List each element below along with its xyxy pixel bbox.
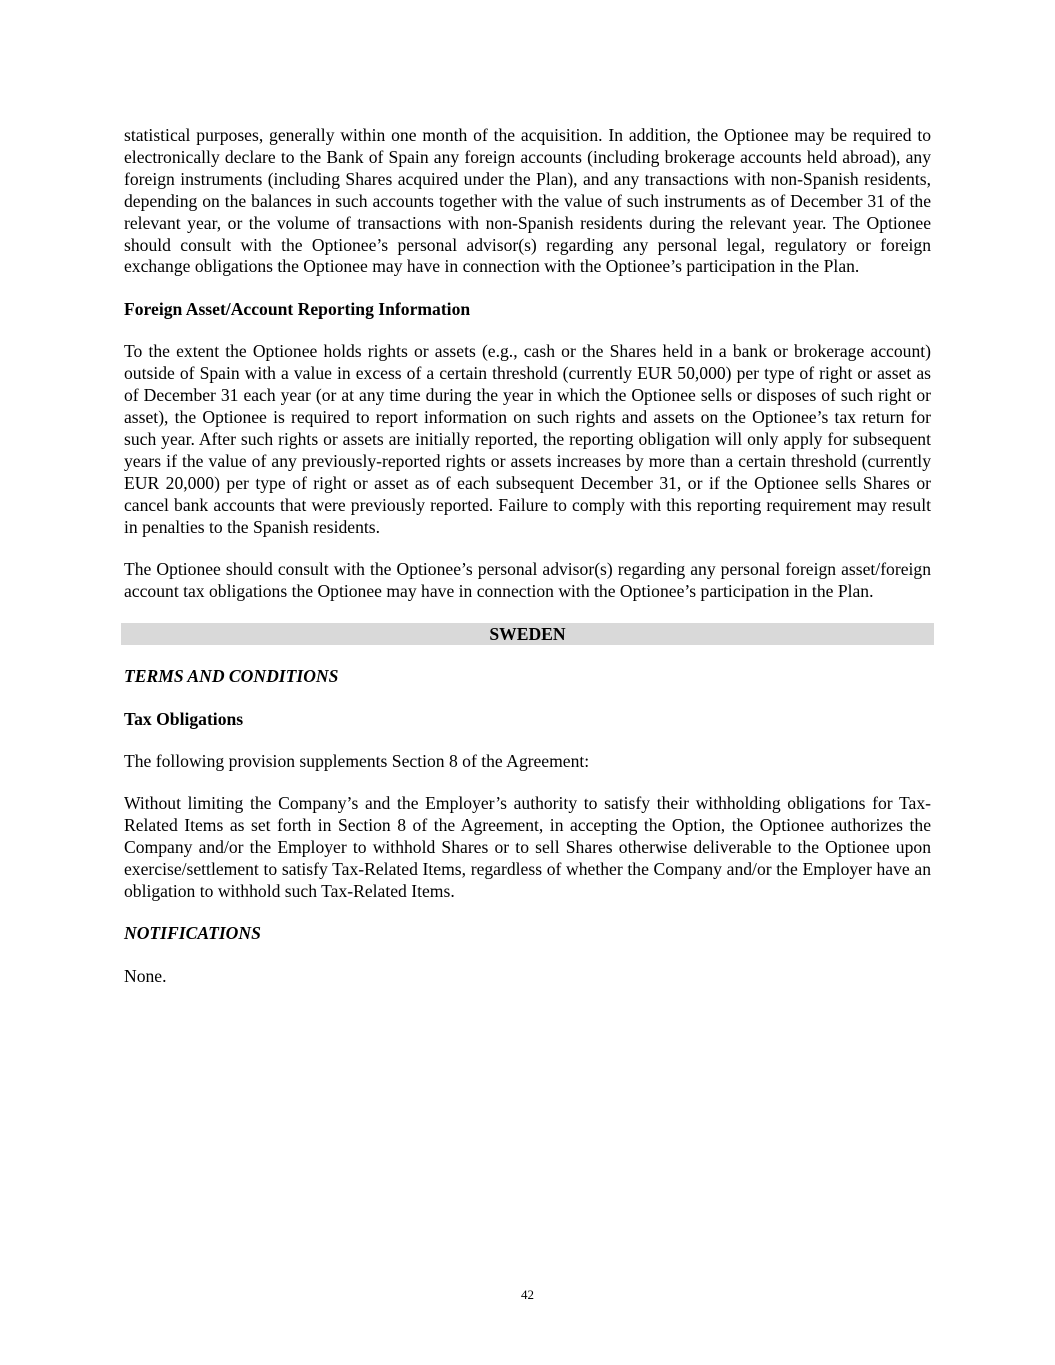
tax-intro-paragraph: The following provision supplements Section 8 of the Agreement: — [124, 751, 590, 772]
page-number: 42 — [521, 1287, 534, 1302]
foreign-asset-paragraph: To the extent the Optionee holds rights or assets (e.g., cash or the Shares held in a bank or brokerage account) outside of Spain with a value in excess of a certain threshold (currently EUR 50,000) per type of right or asset as of December 31 each year (or at any time during the year in which the Optionee sells or disposes of such right or asset), the Optionee is required to report information on such rights and assets on the Optionee’s tax return for such year. After such rights or assets are initially reported, the reporting obligation will only apply for subsequent years if the value of any previously-reported rights or assets increases by more than a certain threshold (currently EUR 20,000) per type of right or asset as of each subsequent December 31, or if the Optionee sells Shares or cancel bank accounts that were previously reported. Failure to comply with this reporting requirement may result in penalties to the Spanish residents. — [124, 341, 931, 537]
consult-advisor-paragraph: The Optionee should consult with the Optionee’s personal advisor(s) regarding any personal foreign asset/foreign account tax obligations the Optionee may have in connection with the Optionee’s participation in the Plan. — [124, 558, 931, 601]
sweden-country-banner: SWEDEN — [121, 623, 934, 645]
tax-body-paragraph: Without limiting the Company’s and the Employer’s authority to satisfy their withholding obligations for Tax-Related Items as set forth in Section 8 of the Agreement, in accepting the Option, the Optionee authorizes the Company and/or the Employer to withhold Shares or to sell Shares otherwise deliverable to the Optionee upon exercise/settlement to satisfy Tax-Related Items, regardless of whether the Company and/or the Employer have an obligation to withhold such Tax-Related Items. — [124, 793, 931, 902]
foreign-asset-heading: Foreign Asset/Account Reporting Information — [124, 298, 471, 319]
spain-continuation-paragraph: statistical purposes, generally within one month of the acquisition. In addition, the Optionee may be required to electronically declare to the Bank of Spain any foreign accounts (including brokerage accounts held abroad), any foreign instruments (including Shares acquired under the Plan), and any transactions with non-Spanish residents, depending on the balances in such accounts together with the value of such instruments as of December 31 of the relevant year, or the volume of transactions with non-Spanish residents during the relevant year. The Optionee should consult with the Optionee’s personal advisor(s) regarding any personal legal, regulatory or foreign exchange obligations the Optionee may have in connection with the Optionee’s participation in the Plan. — [124, 125, 931, 277]
tax-obligations-heading: Tax Obligations — [124, 708, 244, 729]
terms-and-conditions-heading: TERMS AND CONDITIONS — [124, 666, 339, 687]
notifications-heading: NOTIFICATIONS — [124, 923, 261, 944]
document-page — [124, 125, 931, 1008]
notifications-body: None. — [124, 965, 167, 986]
